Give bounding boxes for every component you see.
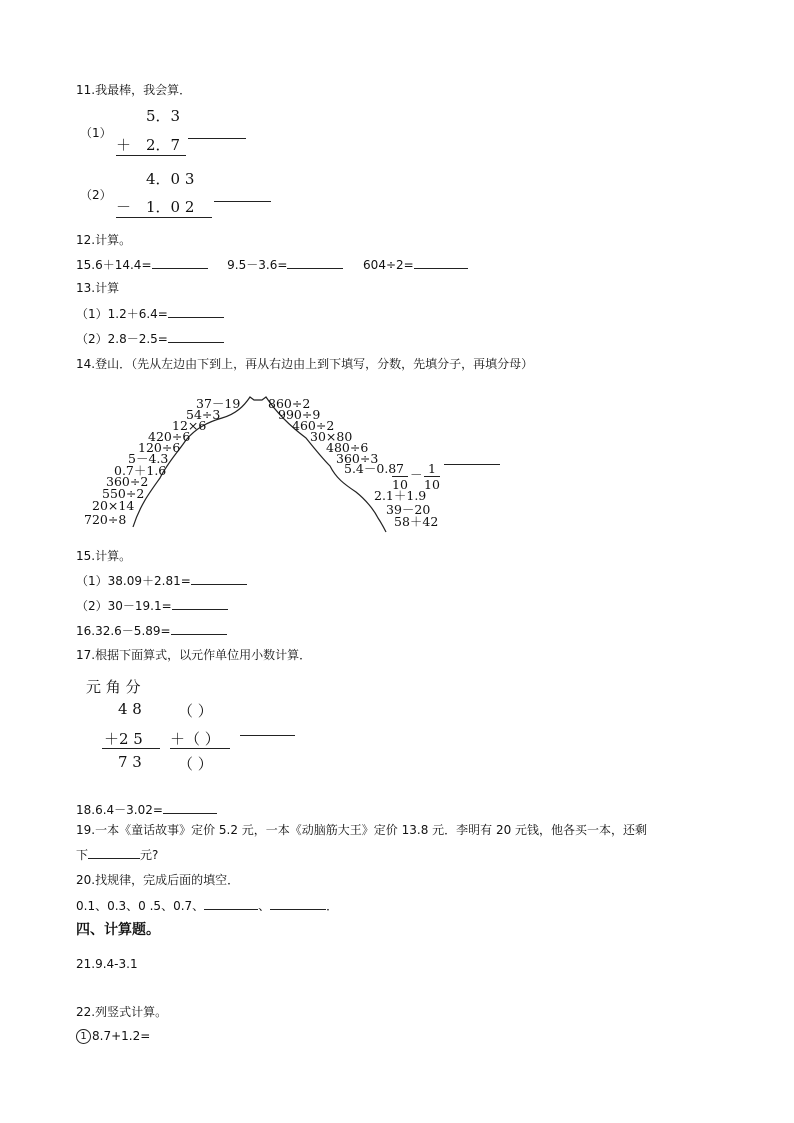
q17-paren-3[interactable]: （ ） bbox=[178, 755, 213, 773]
q20-title: 20.找规律，完成后面的填空． bbox=[76, 873, 240, 887]
q11-part1-top: 5．3 bbox=[146, 107, 181, 125]
q17-rule-2 bbox=[170, 748, 230, 749]
fraction-2-denominator: 10 bbox=[424, 477, 440, 492]
q20-blank-2[interactable] bbox=[270, 897, 326, 910]
q11-part2-label: （2） bbox=[80, 188, 112, 202]
q19-suffix: 元? bbox=[140, 848, 159, 862]
q22-title: 22.列竖式计算。 bbox=[76, 1005, 168, 1019]
q11-title: 11.我最棒，我会算． bbox=[76, 83, 192, 97]
right-step-9: 39－20 bbox=[386, 502, 431, 517]
q12-expr-2: 9.5－3.6= bbox=[227, 258, 288, 272]
q20-row bbox=[76, 897, 338, 914]
q11-part2-top: 4．0 3 bbox=[146, 170, 195, 188]
q11-part2-bottom: 1．0 2 bbox=[146, 198, 195, 216]
right-step-1: 860÷2 bbox=[268, 396, 311, 411]
left-step-9: 550÷2 bbox=[102, 486, 145, 501]
left-step-8: 360÷2 bbox=[106, 474, 149, 489]
q20-separator: 、 bbox=[258, 899, 271, 913]
q18-blank[interactable] bbox=[163, 801, 217, 814]
q17-title: 17.根据下面算式，以元作单位用小数计算． bbox=[76, 648, 312, 662]
q11-part2-op: － bbox=[116, 198, 132, 216]
fraction-1-denominator: 10 bbox=[392, 477, 408, 492]
left-step-1: 37－19 bbox=[196, 396, 241, 411]
q22-expr-1: 8.7+1.2= bbox=[92, 1029, 151, 1043]
fraction-operator: － bbox=[410, 467, 423, 482]
q15-expr-1: （1）38.09＋2.81= bbox=[76, 574, 191, 588]
left-step-3: 12×6 bbox=[172, 418, 207, 433]
right-step-8: 2.1＋1.9 bbox=[374, 488, 427, 503]
q17-paren-2[interactable]: ＋（ ） bbox=[170, 730, 220, 748]
q11-part1-label: （1） bbox=[80, 126, 112, 140]
q20-sequence: 0.1、0.3、0 .5、0.7、 bbox=[76, 899, 205, 913]
left-step-5: 120÷6 bbox=[138, 440, 181, 455]
q19-line-2 bbox=[76, 846, 158, 863]
left-step-10: 20×14 bbox=[92, 498, 135, 513]
q16-expr: 16.32.6－5.89= bbox=[76, 624, 171, 638]
circled-number-1: 1 bbox=[76, 1029, 91, 1044]
q19-prefix: 下 bbox=[76, 848, 89, 862]
q20-end: ． bbox=[326, 899, 339, 913]
q15-blank-1[interactable] bbox=[191, 572, 247, 585]
q13-expr-1: （1）1.2＋6.4= bbox=[76, 307, 168, 321]
q19-blank[interactable] bbox=[88, 846, 140, 859]
q17-answer-blank[interactable] bbox=[240, 735, 295, 736]
right-step-7: 5.4－0.8 bbox=[344, 461, 397, 476]
q15-row-2 bbox=[76, 597, 228, 614]
q17-rule-1 bbox=[102, 748, 160, 749]
q14-answer-blank[interactable] bbox=[444, 464, 500, 465]
section-4-title: 四、计算题。 bbox=[76, 922, 160, 938]
q11-part1-bottom: 2．7 bbox=[146, 136, 181, 154]
q19-line-1: 19.一本《童话故事》定价 5.2 元，一本《动脑筋大王》定价 13.8 元．李明有 20 元钱，他各买一本，还剩 bbox=[76, 823, 648, 837]
q18-row bbox=[76, 801, 217, 818]
left-step-7: 0.7＋1.6 bbox=[114, 463, 167, 478]
q11-part1-op: ＋ bbox=[116, 136, 132, 154]
right-step-2: 990÷9 bbox=[278, 407, 321, 422]
q21-expr: 21.9.4-3.1 bbox=[76, 957, 138, 971]
right-step-3: 460÷2 bbox=[292, 418, 335, 433]
q17-units: 元 角 分 bbox=[86, 678, 141, 696]
left-step-4: 420÷6 bbox=[148, 429, 191, 444]
q15-row-1 bbox=[76, 572, 247, 589]
left-step-6: 5－4.3 bbox=[128, 451, 169, 466]
q17-row-3: 7 3 bbox=[118, 753, 142, 771]
q16-row bbox=[76, 622, 227, 639]
q15-expr-2: （2）30－19.1= bbox=[76, 599, 172, 613]
q15-blank-2[interactable] bbox=[172, 597, 228, 610]
q12-title: 12.计算。 bbox=[76, 233, 132, 247]
fraction-1-numerator: 7 bbox=[396, 461, 404, 476]
q17-paren-1[interactable]: （ ） bbox=[178, 702, 213, 720]
right-step-6: 360÷3 bbox=[336, 451, 379, 466]
left-step-2: 54÷3 bbox=[186, 407, 221, 422]
q13-title: 13.计算 bbox=[76, 281, 120, 295]
q17-row-2: ＋2 5 bbox=[104, 730, 143, 748]
right-step-5: 480÷6 bbox=[326, 440, 369, 455]
q12-expr-1: 15.6＋14.4= bbox=[76, 258, 152, 272]
right-step-4: 30×80 bbox=[310, 429, 353, 444]
q17-row-1: 4 8 bbox=[118, 700, 142, 718]
q16-blank[interactable] bbox=[171, 622, 227, 635]
q15-title: 15.计算。 bbox=[76, 549, 132, 563]
right-step-10: 58＋42 bbox=[394, 514, 439, 529]
left-step-11: 720÷8 bbox=[84, 512, 127, 527]
q12-expr-3: 604÷2= bbox=[363, 258, 414, 272]
q13-expr-2: （2）2.8－2.5= bbox=[76, 332, 168, 346]
q14-title: 14.登山．（先从左边由下到上，再从右边由上到下填写，分数，先填分子，再填分母） bbox=[76, 357, 534, 371]
q20-blank-1[interactable] bbox=[204, 897, 258, 910]
q22-row-1 bbox=[76, 1028, 150, 1044]
q18-expr: 18.6.4－3.02= bbox=[76, 803, 163, 817]
fraction-2-numerator: 1 bbox=[428, 461, 436, 476]
